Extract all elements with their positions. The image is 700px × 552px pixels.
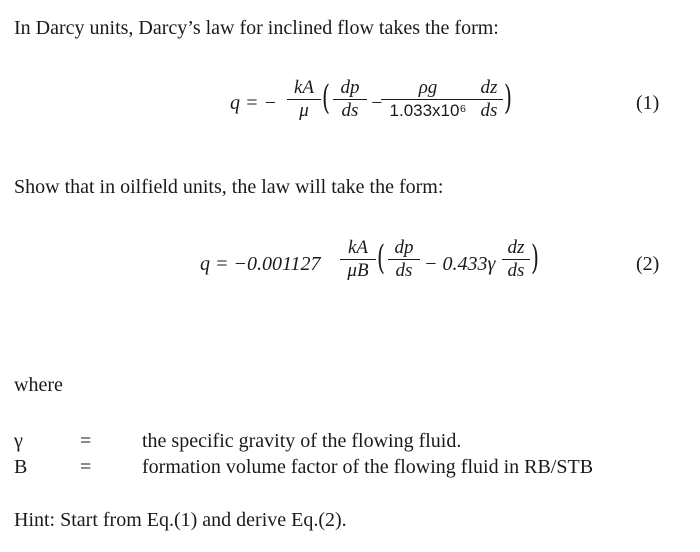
task-text: Show that in oilfield units, the law will take the form:: [14, 176, 444, 198]
definition-symbol: γ: [14, 430, 23, 452]
eq1-minus: −: [370, 92, 384, 114]
eq1-frac2-denominator: ds: [341, 100, 359, 121]
eq2-frac1-denominator: μB: [347, 260, 369, 281]
eq1-frac4-numerator: dz: [480, 77, 498, 98]
eq1-fraction-kA-over-mu: [287, 78, 321, 121]
eq1-number: (1): [636, 92, 660, 114]
eq1-open-paren: (: [322, 78, 330, 118]
eq2-frac3-denominator: ds: [507, 260, 525, 281]
eq2-frac2-denominator: ds: [395, 260, 413, 281]
eq1-frac2-numerator: dp: [340, 77, 360, 98]
eq1-fraction-dp-ds: [333, 78, 367, 121]
eq2-lhs: q = −0.001127: [200, 253, 321, 275]
eq1-frac1-numerator: kA: [293, 77, 315, 98]
eq2-frac1-numerator: kA: [347, 237, 369, 258]
eq2-fraction-dp-ds: [388, 238, 420, 281]
definition-equals: =: [80, 430, 92, 452]
eq2-fraction-kA-over-muB: [340, 238, 376, 281]
eq1-frac3-denominator: 1.033x10⁶: [389, 101, 467, 120]
eq1-fraction-dz-ds: [475, 78, 503, 121]
definition-text: formation volume factor of the flowing fluid in RB/STB: [142, 456, 594, 478]
eq1-close-paren: ): [504, 78, 512, 118]
eq2-frac3-numerator: dz: [507, 237, 525, 258]
eq1-fraction-rho-g: [381, 78, 475, 121]
definition-equals: =: [80, 456, 92, 478]
eq2-open-paren: (: [377, 238, 385, 278]
definition-text: the specific gravity of the flowing fluid.: [142, 430, 462, 452]
eq2-number: (2): [636, 253, 660, 275]
eq1-frac3-numerator: ρg: [418, 77, 438, 98]
definition-symbol: B: [14, 456, 28, 478]
eq1-lhs: q = −: [230, 92, 277, 114]
eq1-frac1-denominator: μ: [299, 100, 309, 121]
eq2-frac2-numerator: dp: [394, 237, 414, 258]
eq2-mid-term: − 0.433γ: [424, 253, 496, 275]
fraction-bar: [381, 99, 475, 100]
intro-text: In Darcy units, Darcy’s law for inclined flow takes the form:: [14, 17, 499, 39]
eq2-fraction-dz-ds: [502, 238, 530, 281]
eq1-frac4-denominator: ds: [480, 100, 498, 121]
eq2-close-paren: ): [531, 238, 539, 278]
where-label: where: [14, 374, 63, 396]
hint-text: Hint: Start from Eq.(1) and derive Eq.(2).: [14, 509, 347, 531]
